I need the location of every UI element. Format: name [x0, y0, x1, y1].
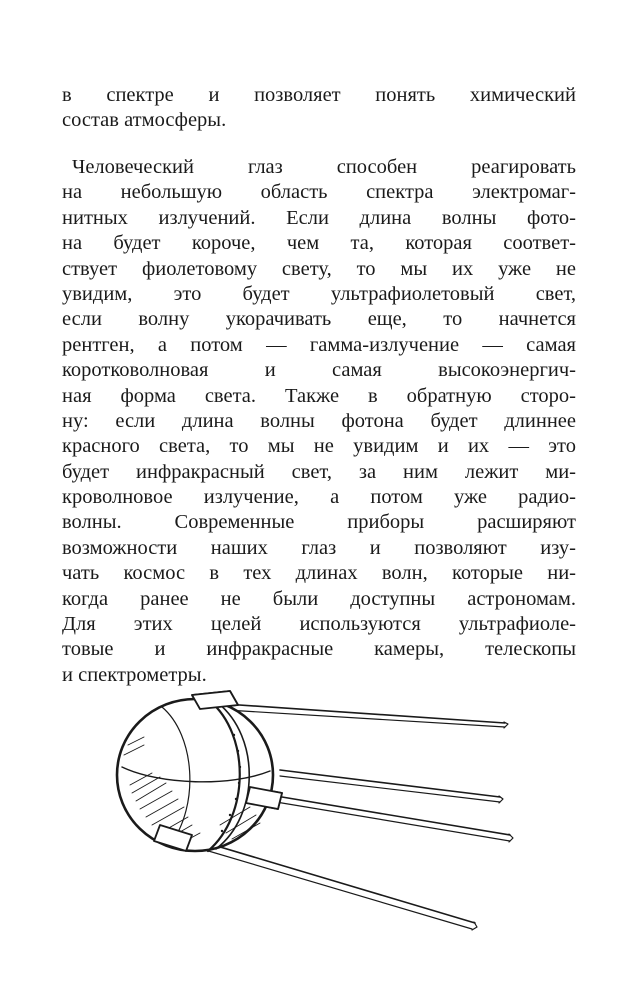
- text-line: возможности наших глаз и позволяют изу-: [62, 536, 576, 559]
- text-line: ствует фиолетовому свету, то мы их уже не: [62, 257, 576, 280]
- antenna-mount-top: [192, 691, 238, 709]
- text-line: товые и инфракрасные камеры, телескопы: [62, 638, 576, 661]
- text-line: будет инфракрасный свет, за ним лежит ми-: [62, 460, 576, 483]
- text-line: Для этих целей используются ультрафиоле-: [62, 613, 576, 636]
- text-line: кроволновое излучение, а потом уже радио-: [62, 486, 576, 509]
- text-line: красного света, то мы не увидим и их — это: [62, 435, 576, 458]
- text-line: в спектре и позволяет понять химический: [62, 84, 576, 106]
- text-line: на будет короче, чем та, которая соответ-: [62, 232, 576, 255]
- text-line: когда ранее не были доступны астрономам.: [62, 587, 576, 610]
- text-line: рентген, а потом — гамма-излучение — самая: [62, 333, 576, 356]
- paragraph-spectrum: [62, 155, 576, 688]
- text-line: нитных излучений. Если длина волны фото-: [62, 206, 576, 229]
- text-line: волны. Современные приборы расширяют: [62, 511, 576, 534]
- text-line: ная форма света. Также в обратную сторо-: [62, 384, 576, 407]
- text-line: и спектрометры.: [62, 663, 207, 686]
- text-line: ну: если длина волны фотона будет длиннее: [62, 409, 576, 432]
- satellite-sphere: [117, 699, 273, 851]
- antenna-lower-middle: [246, 787, 513, 842]
- text-line: на небольшую область спектра электромаг-: [62, 181, 576, 204]
- text-line: чать космос в тех длинах волн, которые ни-: [62, 562, 576, 585]
- text-line: если волну укорачивать еще, то начнется: [62, 308, 576, 331]
- text-line: состав атмосферы.: [62, 109, 227, 132]
- text-line-first: Человеческий глаз способен реагировать: [72, 156, 576, 178]
- text-line: коротковолновая и самая высокоэнергич-: [62, 359, 576, 382]
- satellite-illustration: [100, 675, 520, 935]
- text-line: увидим, это будет ультрафиолетовый свет,: [62, 282, 576, 305]
- antenna-bottom: [178, 835, 477, 930]
- paragraph-continuation: [62, 83, 576, 134]
- antenna-upper-middle: [280, 770, 503, 803]
